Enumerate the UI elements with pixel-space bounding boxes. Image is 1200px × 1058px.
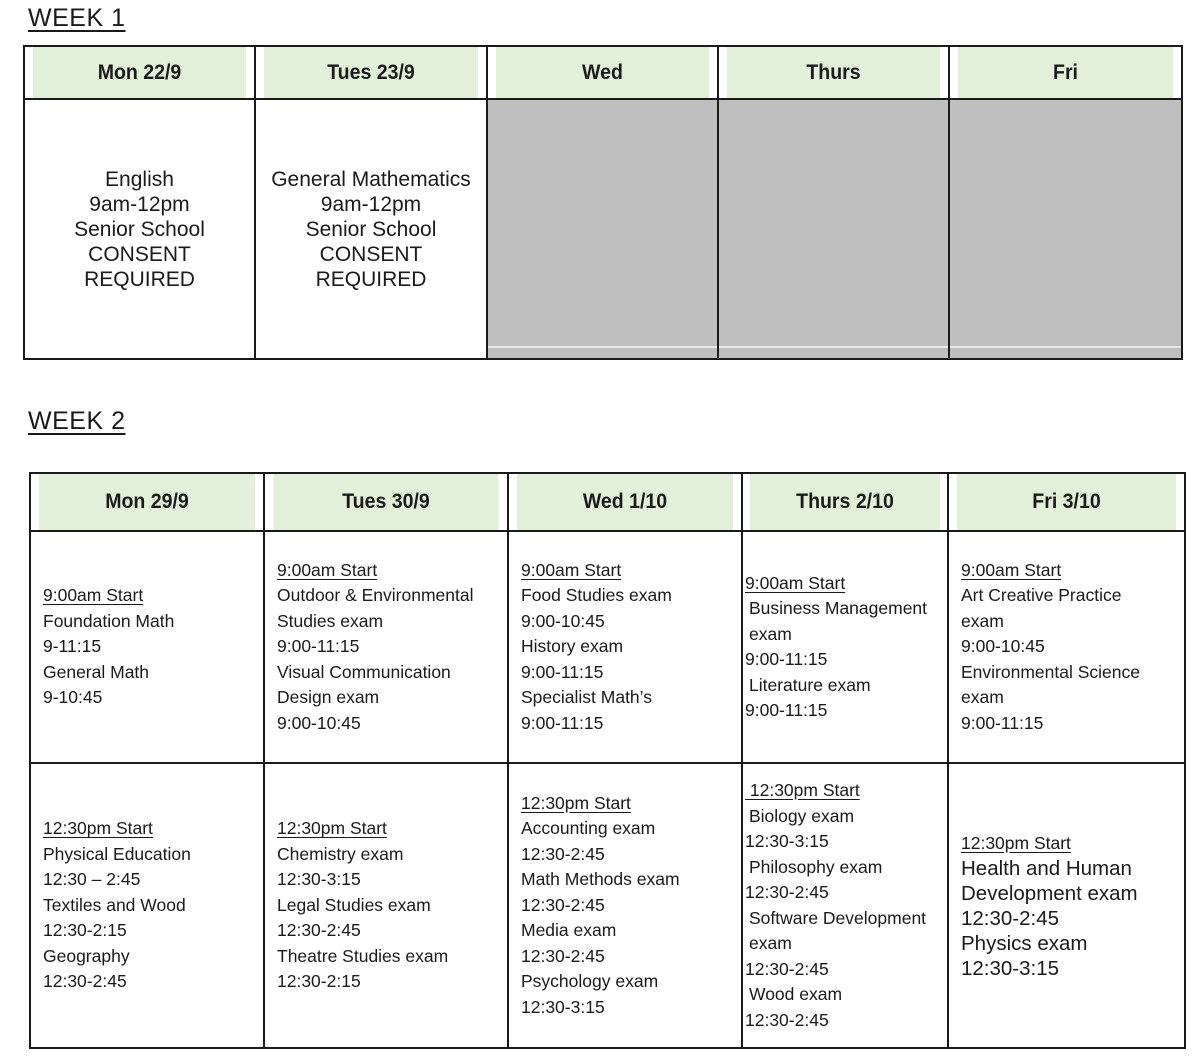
cell-line: REQUIRED bbox=[315, 267, 427, 291]
cell-line: Media exam bbox=[521, 920, 617, 941]
cell-line: Textiles and Wood bbox=[43, 894, 186, 915]
cell-line: 12:30-2:45 bbox=[43, 971, 127, 992]
session-start-label: 9:00am Start bbox=[961, 559, 1062, 580]
session-start-label: 9:00am Start bbox=[43, 585, 144, 606]
cell-line: Physical Education bbox=[43, 843, 191, 864]
cell-thurs-unavailable bbox=[718, 99, 949, 359]
cell-line: 9-10:45 bbox=[43, 687, 103, 708]
cell-line: Math Methods exam bbox=[521, 869, 680, 890]
morning-cell-thurs bbox=[742, 531, 948, 763]
cell-line: 9:00-11:15 bbox=[961, 712, 1044, 733]
cell-line: REQUIRED bbox=[84, 267, 195, 291]
cell-tues-general-mathematics bbox=[255, 99, 487, 359]
session-start-label: 12:30pm Start bbox=[745, 780, 860, 800]
cell-line: Development exam bbox=[961, 881, 1138, 905]
cell-line: Outdoor & Environmental bbox=[277, 585, 474, 606]
cell-line: 12:30-2:45 bbox=[961, 906, 1060, 930]
session-start-label: 9:00am Start bbox=[277, 559, 378, 580]
week-1-header-row bbox=[24, 46, 1182, 99]
week-2-timetable bbox=[29, 472, 1186, 1049]
header-thurs: Thurs 2/10 bbox=[749, 473, 941, 531]
cell-line: 9:00-10:45 bbox=[277, 712, 361, 733]
cell-line: English bbox=[105, 167, 174, 191]
header-wed: Wed bbox=[495, 46, 710, 99]
cell-line: Food Studies exam bbox=[521, 585, 672, 606]
cell-line: Design exam bbox=[277, 687, 380, 708]
afternoon-cell-tues bbox=[264, 763, 508, 1048]
cell-line: Visual Communication bbox=[277, 661, 451, 682]
cell-line: Psychology exam bbox=[521, 971, 659, 992]
cell-line: 9am-12pm bbox=[320, 192, 422, 216]
cell-line: 9:00-10:45 bbox=[521, 610, 605, 631]
cell-line: Philosophy exam bbox=[749, 856, 883, 877]
cell-line: Chemistry exam bbox=[277, 843, 404, 864]
morning-cell-fri bbox=[948, 531, 1185, 763]
week-2-header-row bbox=[30, 473, 1185, 531]
cell-line: Legal Studies exam bbox=[277, 894, 431, 915]
cell-line: Software Development bbox=[749, 907, 927, 928]
header-mon: Mon 29/9 bbox=[38, 473, 256, 531]
cell-line: General Math bbox=[43, 661, 150, 682]
cell-line: 12:30-3:15 bbox=[745, 831, 829, 851]
cell-line: Studies exam bbox=[277, 610, 384, 631]
cell-line: 12:30-3:15 bbox=[961, 956, 1060, 980]
session-start-label: 12:30pm Start bbox=[521, 792, 631, 813]
cell-line: 9:00-11:15 bbox=[521, 661, 604, 682]
cell-line: Literature exam bbox=[749, 674, 871, 695]
cell-line: 9:00-11:15 bbox=[745, 700, 828, 720]
afternoon-cell-wed bbox=[508, 763, 742, 1048]
cell-line: 12:30-2:15 bbox=[277, 971, 361, 992]
cell-line: History exam bbox=[521, 636, 624, 657]
week-2-title: WEEK 2 bbox=[28, 407, 126, 435]
header-wed: Wed 1/10 bbox=[516, 473, 734, 531]
cell-line: exam bbox=[749, 623, 792, 644]
session-start-label: 9:00am Start bbox=[521, 559, 622, 580]
session-start-label: 12:30pm Start bbox=[277, 818, 387, 839]
cell-line: 9:00-11:15 bbox=[745, 649, 828, 669]
cell-line: 12:30-2:45 bbox=[745, 882, 829, 902]
cell-line: 12:30-3:15 bbox=[521, 996, 605, 1017]
cell-line: Specialist Math’s bbox=[521, 687, 652, 708]
cell-mon-english bbox=[24, 99, 255, 359]
cell-line: 9:00-11:15 bbox=[277, 636, 360, 657]
cell-line: 9:00-11:15 bbox=[521, 712, 604, 733]
cell-line: Business Management bbox=[749, 598, 928, 618]
session-start-label: 9:00am Start bbox=[745, 572, 846, 593]
cell-line: CONSENT bbox=[319, 242, 423, 266]
cell-line: 12:30-3:15 bbox=[277, 869, 361, 890]
cell-line: 9:00-10:45 bbox=[961, 636, 1045, 657]
cell-line: Foundation Math bbox=[43, 610, 175, 631]
session-start-label: 12:30pm Start bbox=[961, 832, 1071, 853]
cell-line: 12:30 – 2:45 bbox=[43, 869, 141, 890]
week-1-body-row bbox=[24, 99, 1182, 359]
week-1-timetable bbox=[23, 45, 1183, 360]
cell-line: Environmental Science bbox=[961, 661, 1140, 682]
week-2-morning-row bbox=[30, 531, 1185, 763]
cell-line: Geography bbox=[43, 945, 130, 966]
afternoon-cell-mon bbox=[30, 763, 264, 1048]
cell-line: Senior School bbox=[305, 217, 437, 241]
cell-line: Art Creative Practice bbox=[961, 585, 1122, 606]
cell-line: 12:30-2:45 bbox=[745, 1009, 829, 1030]
cell-line: 12:30-2:45 bbox=[521, 945, 605, 966]
morning-cell-wed bbox=[508, 531, 742, 763]
cell-line: 12:30-2:15 bbox=[43, 920, 127, 941]
cell-line: Health and Human bbox=[961, 856, 1132, 880]
header-thurs: Thurs bbox=[726, 46, 941, 99]
afternoon-cell-thurs bbox=[742, 763, 948, 1048]
header-fri: Fri 3/10 bbox=[956, 473, 1176, 531]
cell-line: CONSENT bbox=[88, 242, 191, 266]
morning-cell-tues bbox=[264, 531, 508, 763]
cell-line: Senior School bbox=[74, 217, 205, 241]
morning-cell-mon bbox=[30, 531, 264, 763]
cell-line: 12:30-2:45 bbox=[277, 920, 361, 941]
week-1-title: WEEK 1 bbox=[28, 4, 126, 32]
cell-fri-unavailable bbox=[949, 99, 1182, 359]
cell-line: Theatre Studies exam bbox=[277, 945, 449, 966]
cell-line: Physics exam bbox=[961, 931, 1088, 955]
cell-line: Biology exam bbox=[749, 805, 855, 826]
session-start-label: 12:30pm Start bbox=[43, 818, 153, 839]
cell-line: Wood exam bbox=[749, 984, 843, 1004]
cell-line: Accounting exam bbox=[521, 818, 656, 839]
cell-wed-unavailable bbox=[487, 99, 718, 359]
header-fri: Fri bbox=[957, 46, 1174, 99]
cell-line: 12:30-2:45 bbox=[521, 843, 605, 864]
header-tues: Tues 23/9 bbox=[263, 46, 479, 99]
header-tues: Tues 30/9 bbox=[273, 473, 500, 531]
cell-line: 9-11:15 bbox=[43, 636, 102, 657]
cell-line: 12:30-2:45 bbox=[521, 894, 605, 915]
cell-line: exam bbox=[749, 933, 792, 953]
cell-line: exam bbox=[961, 687, 1004, 708]
week-2-afternoon-row bbox=[30, 763, 1185, 1048]
cell-line: General Mathematics bbox=[271, 167, 471, 191]
cell-line: 9am-12pm bbox=[89, 192, 190, 216]
cell-line: exam bbox=[961, 610, 1004, 631]
cell-line: 12:30-2:45 bbox=[745, 958, 829, 979]
afternoon-cell-fri bbox=[948, 763, 1185, 1048]
header-mon: Mon 22/9 bbox=[32, 46, 247, 99]
